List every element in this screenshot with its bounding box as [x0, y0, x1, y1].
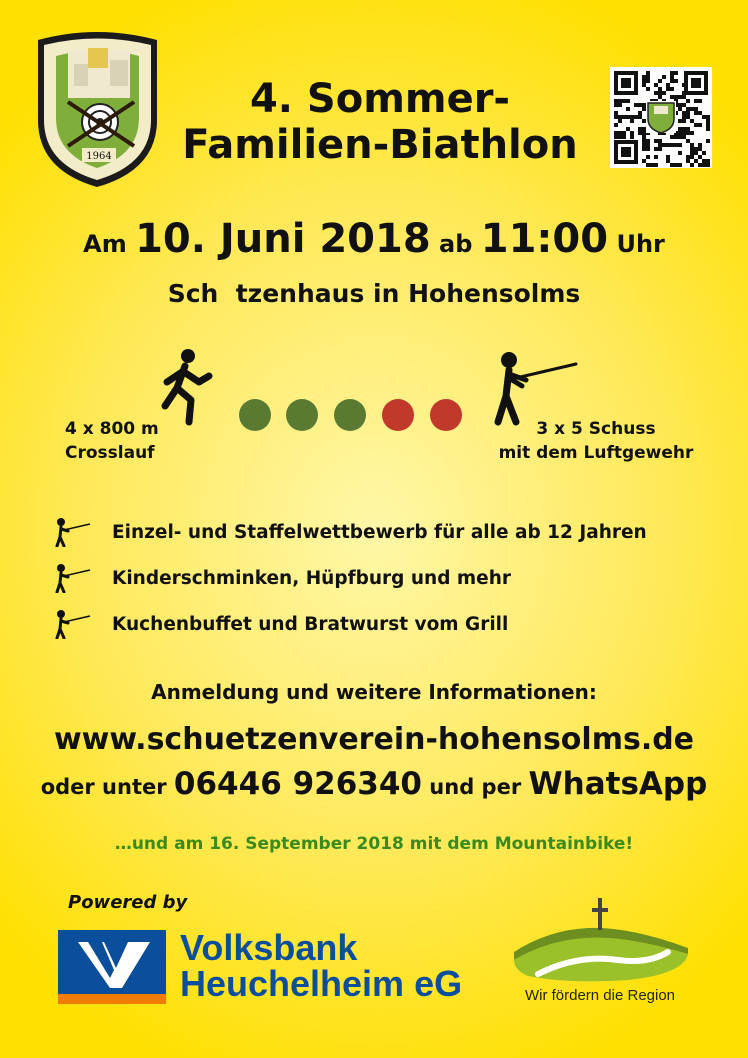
bullet-text-1: Einzel- und Staffelwettbewerb für alle ab 12 Jahren — [112, 521, 647, 543]
contact-prefix: oder unter — [40, 775, 167, 799]
website-link[interactable]: www.schuetzenverein-hohensolms.de — [53, 722, 695, 757]
progress-dot-1 — [239, 399, 271, 431]
date-day: 10. Juni 2018 — [135, 216, 431, 262]
title-line-2: Familien-Biathlon — [182, 122, 578, 168]
shoot-line-1: 3 x 5 Schuss — [536, 419, 656, 439]
run-line-2: Crosslauf — [65, 443, 155, 463]
bullet-text-3: Kuchenbuffet und Bratwurst vom Grill — [112, 613, 509, 635]
shooter-bullet-icon — [55, 563, 91, 593]
bullet-item-2 — [55, 561, 725, 595]
phone-number[interactable]: 06446 926340 — [173, 766, 422, 802]
date-suffix: Uhr — [616, 230, 665, 258]
progress-dot-3 — [334, 399, 366, 431]
bank-name-line-1: Volksbank — [180, 927, 358, 968]
date-prefix: Am — [83, 230, 127, 258]
date-mid: ab — [439, 230, 473, 258]
runner-icon — [155, 348, 215, 428]
event-venue: Sch tzenhaus in Hohensolms — [167, 279, 581, 308]
event-title — [150, 76, 610, 168]
shoot-label — [490, 417, 702, 465]
contact-line — [0, 766, 748, 802]
bullet-text-2: Kinderschminken, Hüpfburg und mehr — [112, 567, 511, 589]
logo-year: 1964 — [86, 151, 112, 162]
date-time: 11:00 — [480, 216, 609, 262]
progress-dot-4 — [382, 399, 414, 431]
title-line-1: 4. Sommer- — [249, 76, 511, 122]
bank-name — [180, 927, 463, 1004]
qr-code[interactable] — [610, 67, 712, 168]
club-logo — [30, 30, 165, 190]
run-label — [65, 417, 159, 465]
bank-name-line-2: Heuchelheim eG — [180, 963, 463, 1004]
progress-dot-5 — [430, 399, 462, 431]
shooter-bullet-icon — [55, 517, 91, 547]
progress-dot-2 — [286, 399, 318, 431]
region-hill-icon — [508, 890, 694, 986]
powered-by-label: Powered by — [68, 892, 188, 913]
info-label: Anmeldung und weitere Informationen: — [151, 680, 597, 704]
volksbank-logo-icon — [58, 930, 166, 1004]
shoot-line-2: mit dem Luftgewehr — [498, 443, 694, 463]
run-line-1: 4 x 800 m — [65, 419, 159, 439]
event-date — [0, 216, 748, 262]
mountainbike-note: …und am 16. September 2018 mit dem Mountainbike! — [114, 834, 634, 854]
contact-mid: und per — [429, 775, 522, 799]
bullet-item-3 — [55, 607, 725, 641]
shooter-bullet-icon — [55, 609, 91, 639]
whatsapp-label: WhatsApp — [528, 766, 708, 802]
bullet-item-1 — [55, 515, 725, 549]
region-tagline: Wir fördern die Region — [524, 987, 676, 1004]
